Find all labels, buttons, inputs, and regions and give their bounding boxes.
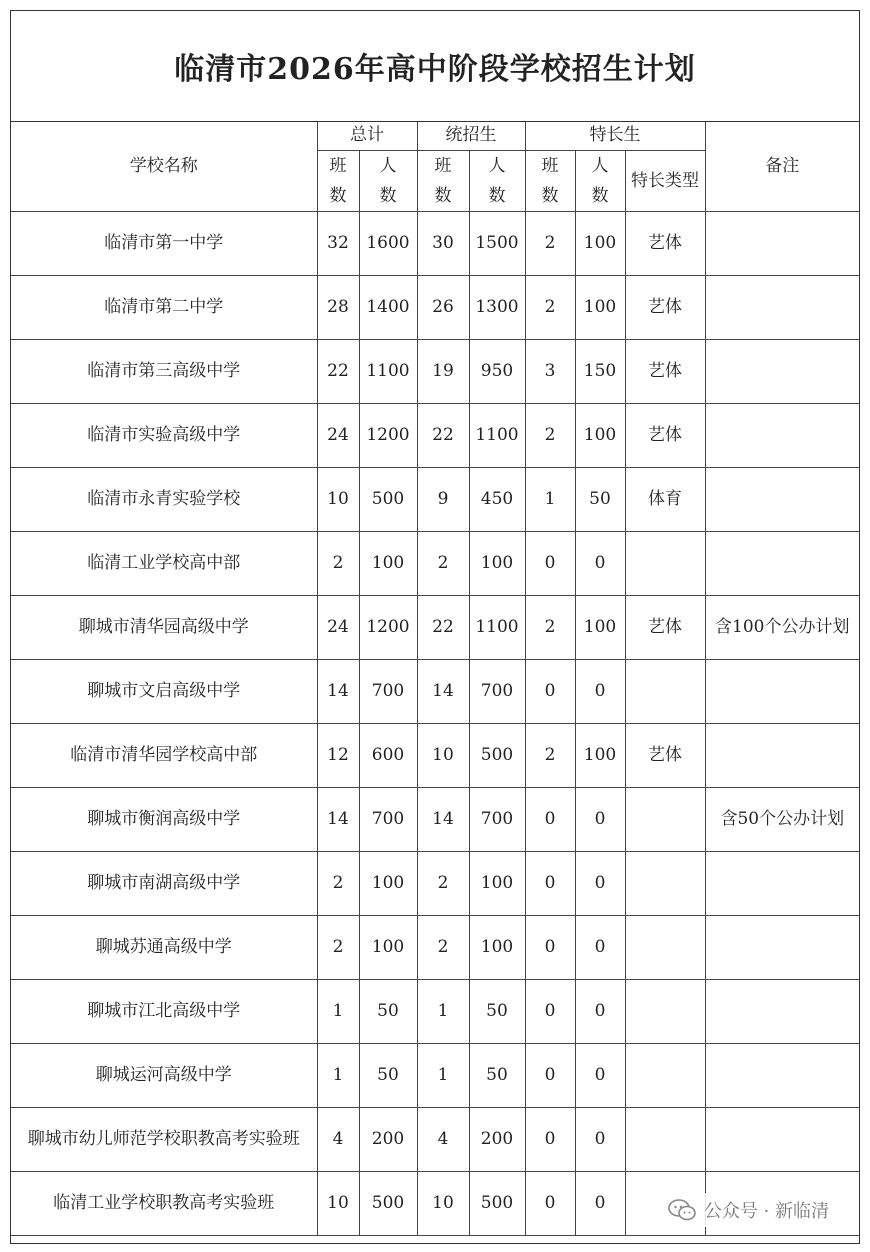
unified-people-cell: 1100 [469,596,525,660]
special-type-cell: 艺体 [625,276,705,340]
remark-cell [705,852,859,916]
table-row [11,404,859,468]
school-name-cell: 临清市永青实验学校 [11,468,317,532]
special-type-cell: 艺体 [625,340,705,404]
table-row [11,788,859,852]
table-row [11,916,859,980]
page-title: 临清市2026年高中阶段学校招生计划 [11,11,859,122]
total-classes-cell: 14 [317,660,359,724]
total-classes-cell: 12 [317,724,359,788]
school-name-cell: 聊城市幼儿师范学校职教高考实验班 [11,1108,317,1172]
table-row [11,660,859,724]
total-classes-cell: 32 [317,212,359,276]
unified-classes-cell: 2 [417,852,469,916]
special-classes-cell: 2 [525,724,575,788]
header-row-groups [11,121,859,151]
remark-cell [705,660,859,724]
header-special-people: 人数 [575,151,625,212]
special-people-cell: 100 [575,596,625,660]
unified-people-cell: 50 [469,1044,525,1108]
header-unified: 统招生 [417,121,525,151]
header-total: 总计 [317,121,417,151]
special-classes-cell: 0 [525,852,575,916]
total-people-cell: 50 [359,1044,417,1108]
school-name-cell: 聊城苏通高级中学 [11,916,317,980]
total-classes-cell: 24 [317,596,359,660]
table-row [11,724,859,788]
remark-cell [705,404,859,468]
special-people-cell: 100 [575,724,625,788]
total-people-cell: 100 [359,852,417,916]
table-row [11,852,859,916]
total-classes-cell: 2 [317,916,359,980]
school-name-cell: 聊城市衡润高级中学 [11,788,317,852]
special-type-cell: 艺体 [625,212,705,276]
school-name-cell: 临清市第一中学 [11,212,317,276]
remark-cell [705,212,859,276]
total-people-cell: 1200 [359,404,417,468]
table-row [11,340,859,404]
table-body [11,212,859,1236]
total-people-cell: 1200 [359,596,417,660]
special-classes-cell: 3 [525,340,575,404]
total-classes-cell: 10 [317,468,359,532]
total-people-cell: 700 [359,660,417,724]
watermark [662,1193,835,1227]
remark-cell [705,468,859,532]
special-classes-cell: 0 [525,532,575,596]
unified-classes-cell: 10 [417,1172,469,1236]
special-classes-cell: 2 [525,212,575,276]
special-type-cell: 艺体 [625,596,705,660]
total-people-cell: 1400 [359,276,417,340]
unified-classes-cell: 19 [417,340,469,404]
unified-classes-cell: 22 [417,404,469,468]
unified-classes-cell: 2 [417,532,469,596]
special-people-cell: 100 [575,212,625,276]
unified-people-cell: 1100 [469,404,525,468]
unified-classes-cell: 22 [417,596,469,660]
unified-classes-cell: 2 [417,916,469,980]
special-classes-cell: 0 [525,660,575,724]
total-classes-cell: 2 [317,852,359,916]
total-classes-cell: 28 [317,276,359,340]
unified-people-cell: 950 [469,340,525,404]
table-row [11,1044,859,1108]
unified-classes-cell: 1 [417,1044,469,1108]
table-row [11,596,859,660]
unified-people-cell: 700 [469,660,525,724]
total-people-cell: 200 [359,1108,417,1172]
header-special: 特长生 [525,121,705,151]
unified-people-cell: 100 [469,916,525,980]
special-people-cell: 0 [575,788,625,852]
special-type-cell [625,788,705,852]
special-classes-cell: 0 [525,1108,575,1172]
remark-cell [705,532,859,596]
school-name-cell: 临清市清华园学校高中部 [11,724,317,788]
header-school-name: 学校名称 [11,121,317,212]
remark-cell [705,1108,859,1172]
total-people-cell: 100 [359,532,417,596]
unified-classes-cell: 9 [417,468,469,532]
special-people-cell: 50 [575,468,625,532]
school-name-cell: 聊城市江北高级中学 [11,980,317,1044]
table-row [11,468,859,532]
school-name-cell: 聊城运河高级中学 [11,1044,317,1108]
total-people-cell: 1100 [359,340,417,404]
special-people-cell: 0 [575,660,625,724]
table-row [11,1108,859,1172]
unified-people-cell: 500 [469,1172,525,1236]
special-classes-cell: 1 [525,468,575,532]
unified-people-cell: 200 [469,1108,525,1172]
remark-cell [705,1044,859,1108]
special-people-cell: 0 [575,980,625,1044]
total-people-cell: 50 [359,980,417,1044]
remark-cell [705,916,859,980]
unified-people-cell: 700 [469,788,525,852]
header-special-classes: 班数 [525,151,575,212]
special-classes-cell: 2 [525,276,575,340]
special-people-cell: 150 [575,340,625,404]
special-classes-cell: 0 [525,1172,575,1236]
total-classes-cell: 1 [317,1044,359,1108]
school-name-cell: 临清市第三高级中学 [11,340,317,404]
unified-classes-cell: 14 [417,660,469,724]
special-type-cell [625,532,705,596]
remark-cell [705,340,859,404]
watermark-text: 公众号 · 新临清 [703,1201,829,1222]
school-name-cell: 聊城市南湖高级中学 [11,852,317,916]
unified-people-cell: 1500 [469,212,525,276]
special-people-cell: 100 [575,404,625,468]
school-name-cell: 聊城市清华园高级中学 [11,596,317,660]
unified-people-cell: 500 [469,724,525,788]
special-classes-cell: 0 [525,788,575,852]
remark-cell [705,276,859,340]
header-special-type: 特长类型 [625,151,705,212]
unified-classes-cell: 26 [417,276,469,340]
unified-people-cell: 100 [469,852,525,916]
table-row [11,276,859,340]
total-classes-cell: 4 [317,1108,359,1172]
header-unified-people: 人数 [469,151,525,212]
special-type-cell [625,916,705,980]
unified-classes-cell: 30 [417,212,469,276]
table-row [11,980,859,1044]
remark-cell [705,980,859,1044]
school-name-cell: 临清市第二中学 [11,276,317,340]
special-people-cell: 0 [575,1108,625,1172]
special-classes-cell: 2 [525,404,575,468]
special-type-cell: 艺体 [625,404,705,468]
special-people-cell: 0 [575,1044,625,1108]
unified-people-cell: 1300 [469,276,525,340]
total-people-cell: 100 [359,916,417,980]
special-people-cell: 0 [575,916,625,980]
total-classes-cell: 10 [317,1172,359,1236]
total-classes-cell: 24 [317,404,359,468]
unified-classes-cell: 14 [417,788,469,852]
unified-classes-cell: 4 [417,1108,469,1172]
special-type-cell: 艺体 [625,724,705,788]
wechat-icon [668,1199,696,1221]
special-type-cell [625,852,705,916]
school-name-cell: 临清市实验高级中学 [11,404,317,468]
remark-cell: 含50个公办计划 [705,788,859,852]
special-type-cell [625,980,705,1044]
special-classes-cell: 0 [525,916,575,980]
unified-classes-cell: 1 [417,980,469,1044]
remark-cell [705,724,859,788]
unified-people-cell: 50 [469,980,525,1044]
total-classes-cell: 22 [317,340,359,404]
special-people-cell: 0 [575,1172,625,1236]
total-people-cell: 600 [359,724,417,788]
enrollment-plan-document [10,10,860,1244]
school-name-cell: 临清工业学校高中部 [11,532,317,596]
total-classes-cell: 2 [317,532,359,596]
remark-cell: 含100个公办计划 [705,596,859,660]
total-people-cell: 500 [359,1172,417,1236]
special-classes-cell: 2 [525,596,575,660]
table-row [11,212,859,276]
special-classes-cell: 0 [525,1044,575,1108]
special-people-cell: 100 [575,276,625,340]
special-type-cell [625,1108,705,1172]
special-type-cell [625,1044,705,1108]
special-type-cell: 体育 [625,468,705,532]
header-total-people: 人数 [359,151,417,212]
total-classes-cell: 14 [317,788,359,852]
table-row [11,532,859,596]
header-total-classes: 班数 [317,151,359,212]
unified-classes-cell: 10 [417,724,469,788]
school-name-cell: 聊城市文启高级中学 [11,660,317,724]
total-people-cell: 500 [359,468,417,532]
special-classes-cell: 0 [525,980,575,1044]
special-type-cell [625,660,705,724]
total-classes-cell: 1 [317,980,359,1044]
special-people-cell: 0 [575,852,625,916]
total-people-cell: 1600 [359,212,417,276]
unified-people-cell: 100 [469,532,525,596]
header-unified-classes: 班数 [417,151,469,212]
school-name-cell: 临清工业学校职教高考实验班 [11,1172,317,1236]
total-people-cell: 700 [359,788,417,852]
unified-people-cell: 450 [469,468,525,532]
special-people-cell: 0 [575,532,625,596]
header-remarks: 备注 [705,121,859,212]
enrollment-table [11,121,859,1236]
